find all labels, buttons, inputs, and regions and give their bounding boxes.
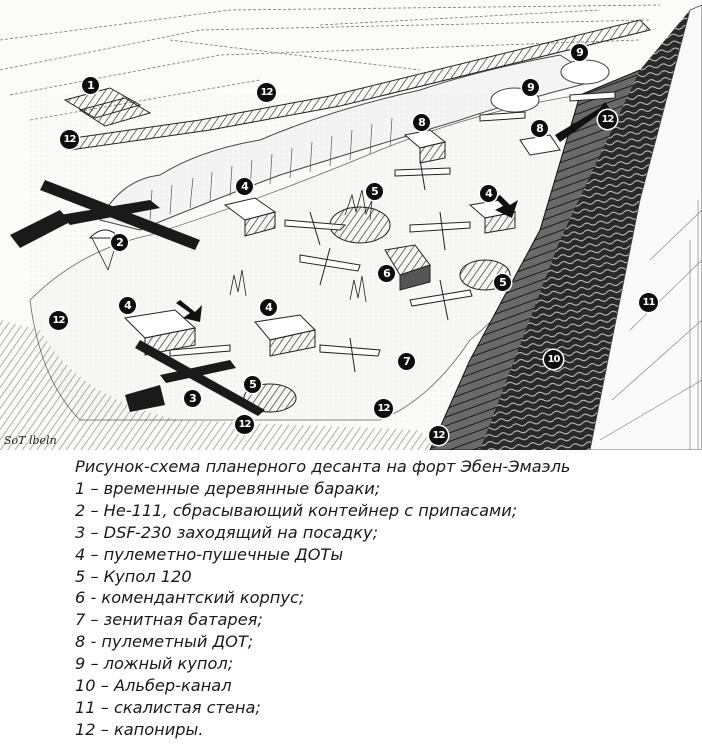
marker-10: 10 xyxy=(544,350,563,369)
legend-item: 11 – скалистая стена; xyxy=(75,697,261,717)
marker-2: 2 xyxy=(111,234,128,251)
legend-item: 9 – ложный купол; xyxy=(75,654,234,674)
marker-5: 5 xyxy=(494,274,511,291)
marker-12: 12 xyxy=(60,130,79,149)
legend-item: 3 – DSF-230 заходящий на посадку; xyxy=(75,522,379,542)
marker-9: 9 xyxy=(571,44,588,61)
legend-item: 2 – He-111, сбрасывающий контейнер с припасами; xyxy=(75,500,518,520)
legend-item: 5 – Купол 120 xyxy=(75,566,192,586)
marker-12: 12 xyxy=(235,415,254,434)
marker-4: 4 xyxy=(260,299,277,316)
marker-5: 5 xyxy=(244,376,261,393)
marker-1: 1 xyxy=(82,77,99,94)
legend-caption xyxy=(75,456,570,741)
legend-item: 1 – временные деревянные бараки; xyxy=(75,478,381,498)
legend-item: 4 – пулеметно-пушечные ДОТы xyxy=(75,544,344,564)
marker-3: 3 xyxy=(184,390,201,407)
marker-9: 9 xyxy=(522,79,539,96)
legend-item: 12 – капониры. xyxy=(75,719,204,739)
legend-item: 7 – зенитная батарея; xyxy=(75,610,263,630)
marker-4: 4 xyxy=(480,185,497,202)
marker-8: 8 xyxy=(531,120,548,137)
marker-6: 6 xyxy=(378,265,395,282)
legend-item: 10 – Альбер-канал xyxy=(75,676,232,696)
marker-7: 7 xyxy=(398,353,415,370)
marker-12: 12 xyxy=(49,311,68,330)
marker-12: 12 xyxy=(598,110,617,129)
caption-title: Рисунок-схема планерного десанта на форт Эбен-Эмаэль xyxy=(75,457,571,476)
artist-signature: SoT lbeln xyxy=(4,434,57,447)
legend-item: 6 - комендантский корпус; xyxy=(75,588,305,608)
marker-12: 12 xyxy=(257,83,276,102)
legend-item: 8 - пулеметный ДОТ; xyxy=(75,632,254,652)
marker-5: 5 xyxy=(366,183,383,200)
marker-12: 12 xyxy=(374,399,393,418)
marker-8: 8 xyxy=(413,114,430,131)
marker-4: 4 xyxy=(119,297,136,314)
marker-11: 11 xyxy=(639,293,658,312)
marker-12: 12 xyxy=(429,426,448,445)
marker-4: 4 xyxy=(236,178,253,195)
